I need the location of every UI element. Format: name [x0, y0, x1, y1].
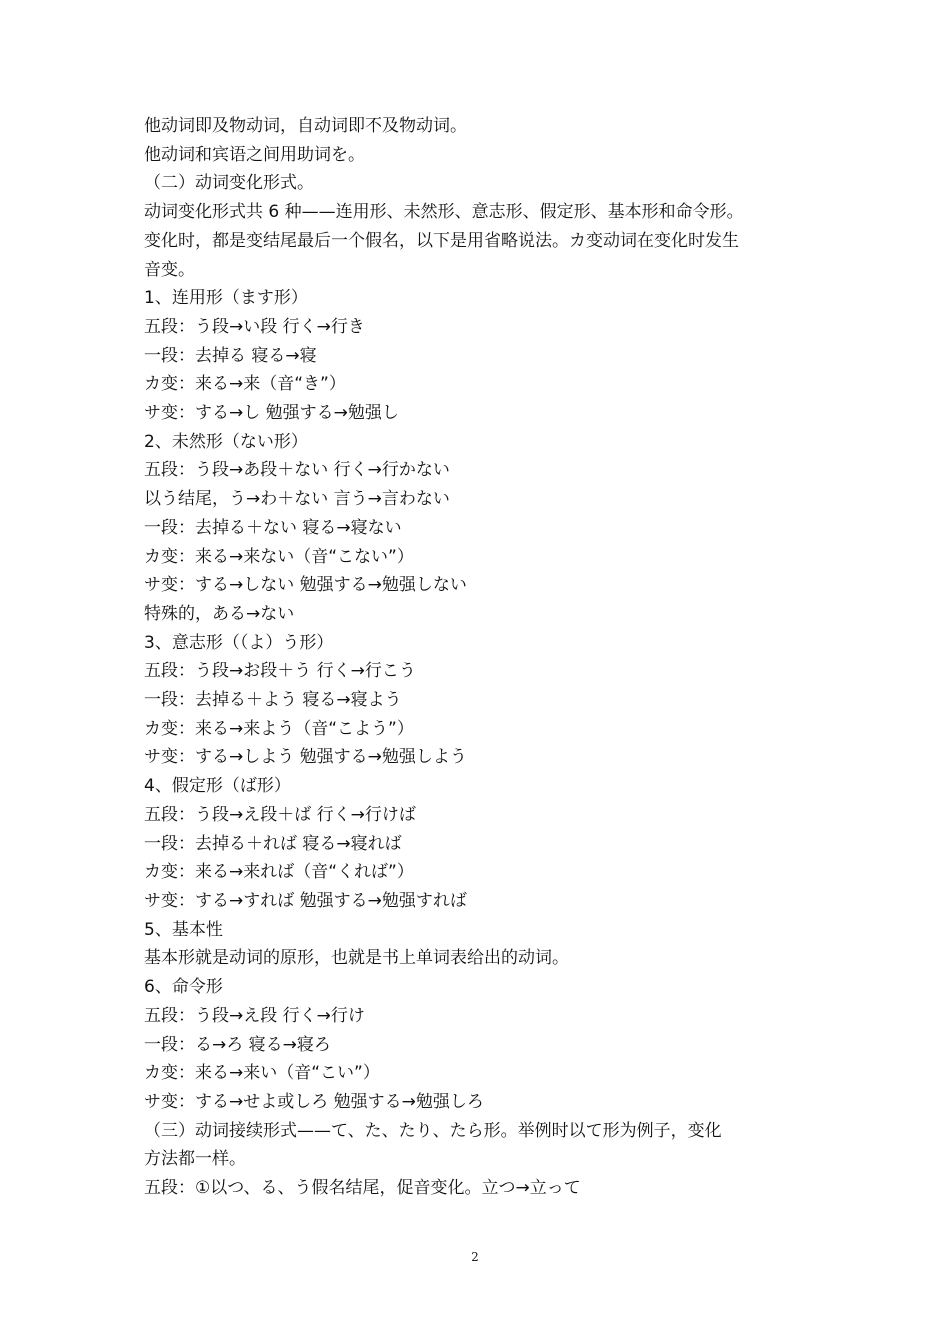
text-line: カ变：来る→来よう（音“こよう”） — [144, 718, 414, 739]
text-line: 基本形就是动词的原形，也就是书上单词表给出的动词。 — [144, 948, 569, 969]
text-line: 他动词即及物动词，自动词即不及物动词。 — [144, 116, 467, 136]
text-line: 他动词和宾语之间用助词を。 — [144, 144, 365, 165]
text-line: 一段：去掉る 寝る→寝 — [144, 345, 317, 366]
text-line: 动词变化形式共 6 种——连用形、未然形、意志形、假定形、基本形和命令形。 — [144, 202, 744, 223]
text-line: 以う结尾，う→わ＋ない 言う→言わない — [144, 489, 450, 510]
text-line: 音变。 — [144, 259, 195, 280]
text-line: サ变：する→せよ或しろ 勉强する→勉强しろ — [144, 1091, 484, 1112]
text-line: 五段：う段→い段 行く→行き — [144, 316, 365, 337]
text-line: 一段：去掉る＋よう 寝る→寝よう — [144, 690, 402, 711]
text-line: 5、基本性 — [144, 919, 223, 940]
text-line: 一段：去掉る＋れば 寝る→寝れば — [144, 833, 402, 854]
text-line: 一段：る→ろ 寝る→寝ろ — [144, 1034, 331, 1055]
text-line: （二）动词变化形式。 — [144, 173, 314, 194]
text-line: 6、命令形 — [144, 977, 223, 998]
text-line: 五段：①以つ、る、う假名结尾，促音变化。立つ→立って — [144, 1178, 581, 1199]
text-line: サ变：する→しよう 勉强する→勉强しよう — [144, 747, 467, 768]
text-line: 五段：う段→お段＋う 行く→行こう — [144, 661, 416, 682]
text-line: カ变：来る→来（音“き”） — [144, 374, 346, 395]
text-line: 五段：う段→あ段＋ない 行く→行かない — [144, 460, 450, 481]
text-line: 一段：去掉る＋ない 寝る→寝ない — [144, 517, 402, 538]
text-line: カ变：来る→来れば（音“くれば”） — [144, 862, 414, 883]
text-line: 五段：う段→え段＋ば 行く→行けば — [144, 804, 416, 825]
text-line: サ变：する→しない 勉强する→勉强しない — [144, 575, 467, 596]
text-line: （三）动词接续形式——て、た、たり、たら形。举例时以て形为例子，变化 — [144, 1120, 722, 1141]
text-line: カ变：来る→来ない（音“こない”） — [144, 546, 414, 567]
text-line: 2、未然形（ない形） — [144, 431, 308, 452]
text-line: カ变：来る→来い（音“こい”） — [144, 1063, 380, 1084]
text-line: 特殊的，ある→ない — [144, 603, 295, 624]
text-line: 方法都一样。 — [144, 1149, 246, 1170]
text-line: 变化时，都是变结尾最后一个假名，以下是用省略说法。カ变动词在变化时发生 — [144, 230, 739, 251]
text-line: 1、连用形（ます形） — [144, 288, 308, 309]
text-line: 4、假定形（ば形） — [144, 776, 291, 797]
text-line: 五段：う段→え段 行く→行け — [144, 1005, 365, 1026]
document-body — [144, 112, 824, 1203]
text-line: 3、意志形（（よ）う形） — [144, 632, 334, 653]
page-number: 2 — [471, 1250, 479, 1264]
text-line: サ变：する→すれば 勉强する→勉强すれば — [144, 890, 467, 911]
text-line: サ变：する→し 勉强する→勉强し — [144, 403, 399, 424]
